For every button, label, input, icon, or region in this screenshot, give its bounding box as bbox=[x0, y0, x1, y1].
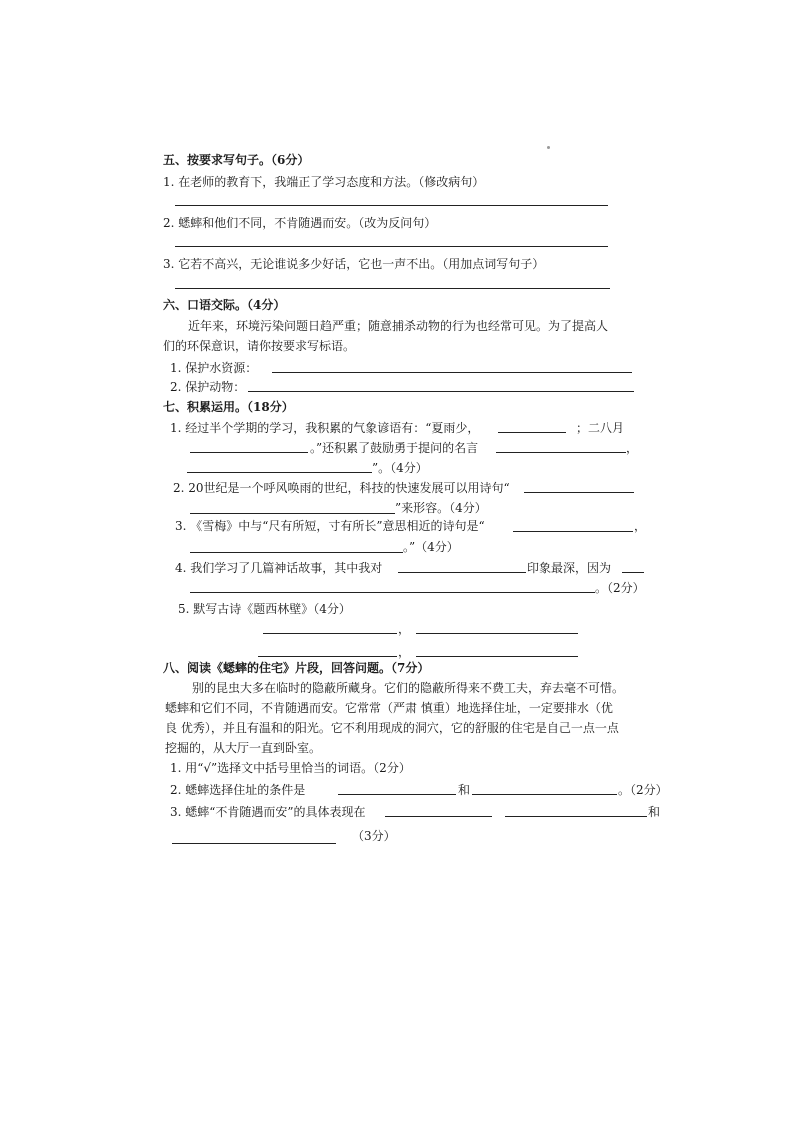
s8-q2-blank-1[interactable] bbox=[338, 794, 456, 795]
s6-item-water: 1. 保护水资源： bbox=[170, 361, 258, 375]
scan-speck bbox=[547, 146, 550, 149]
s7-q4-text-c: 。（2分） bbox=[595, 581, 645, 595]
section-8-heading: 八、阅读《蟋蟀的住宅》片段，回答问题。（7分） bbox=[163, 661, 430, 675]
s7-q4-blank-2[interactable] bbox=[622, 572, 644, 573]
s6-intro-line-2: 们的环保意识，请你按要求写标语。 bbox=[163, 339, 356, 353]
s5-question-1: 1. 在老师的教育下，我端正了学习态度和方法。（修改病句） bbox=[163, 175, 485, 189]
s7-poem-comma-2: ， bbox=[398, 645, 411, 659]
section-7-heading: 七、积累运用。（18分） bbox=[163, 400, 294, 414]
s7-q2-text-b: ”来形容。（4分） bbox=[395, 501, 487, 515]
s7-q1-text-a: 1. 经过半个学期的学习，我积累的气象谚语有：“夏雨少， bbox=[170, 421, 480, 435]
section-5-heading: 五、按要求写句子。（6分） bbox=[163, 153, 310, 167]
s7-q2-blank-1[interactable] bbox=[524, 492, 634, 493]
s8-q3-text-c: （3分） bbox=[352, 829, 396, 843]
s7-q4-blank-3[interactable] bbox=[190, 592, 595, 593]
s7-q1-blank-2[interactable] bbox=[190, 452, 308, 453]
s8-q3-text-b: 和 bbox=[648, 805, 661, 819]
s7-q3-text-b: ， bbox=[634, 519, 647, 533]
s6-water-slogan-line[interactable] bbox=[272, 372, 632, 373]
s6-animals-slogan-line[interactable] bbox=[248, 391, 634, 392]
s7-poem-line-1[interactable] bbox=[263, 633, 397, 634]
s8-q3-blank-1[interactable] bbox=[385, 816, 492, 817]
s5-q2-answer-line[interactable] bbox=[175, 246, 608, 247]
s7-q1-blank-3[interactable] bbox=[496, 452, 626, 453]
s7-q5-text: 5. 默写古诗《题西林壁》（4分） bbox=[178, 602, 351, 616]
s8-question-1: 1. 用“√”选择文中括号里恰当的词语。（2分） bbox=[170, 761, 411, 775]
s5-question-3: 3. 它若不高兴，无论谁说多少好话，它也一声不出。（用加点词写句子） bbox=[163, 257, 545, 271]
s7-q1-text-b: ；二八月 bbox=[576, 421, 625, 435]
s7-q1-blank-4[interactable] bbox=[187, 472, 372, 473]
s8-q3-blank-2[interactable] bbox=[505, 816, 647, 817]
section-6-heading: 六、口语交际。（4分） bbox=[163, 298, 286, 312]
s7-q1-text-c: 。”还积累了鼓励勇于提问的名言 bbox=[310, 441, 479, 455]
s5-q1-answer-line[interactable] bbox=[175, 205, 608, 206]
s7-poem-line-2[interactable] bbox=[416, 633, 578, 634]
s8-q3-text-a: 3. 蟋蟀“不肯随遇而安”的具体表现在 bbox=[170, 805, 366, 819]
s5-q3-answer-line[interactable] bbox=[175, 288, 610, 289]
s7-q2-blank-2[interactable] bbox=[190, 513, 395, 514]
s7-q3-text-c: 。”（4分） bbox=[403, 540, 459, 554]
s7-poem-line-4[interactable] bbox=[416, 656, 578, 657]
s6-item-animals: 2. 保护动物： bbox=[170, 380, 246, 394]
s8-q2-text-c: 。（2分） bbox=[618, 783, 668, 797]
s7-poem-line-3[interactable] bbox=[258, 656, 397, 657]
s8-passage-line-2: 蟋蟀和它们不同，不肯随遇而安。它常常（严肃 慎重）地选择住址，一定要排水（优 bbox=[165, 701, 613, 715]
s8-passage-line-1: 别的昆虫大多在临时的隐蔽所藏身。它们的隐蔽所得来不费工夫，弃去毫不可惜。 bbox=[192, 681, 625, 695]
s7-poem-comma-1: ， bbox=[398, 622, 411, 636]
s8-q2-text-b: 和 bbox=[458, 783, 471, 797]
s8-passage-line-3: 良 优秀），并且有温和的阳光。它不利用现成的洞穴，它的舒服的住宅是自己一点一点 bbox=[165, 721, 619, 735]
s6-intro-line-1: 近年来，环境污染问题日趋严重；随意捕杀动物的行为也经常可见。为了提高人 bbox=[188, 319, 609, 333]
s7-q4-text-a: 4. 我们学习了几篇神话故事，其中我对 bbox=[175, 561, 383, 575]
s8-q2-blank-2[interactable] bbox=[472, 794, 617, 795]
s7-q2-text-a: 2. 20世纪是一个呼风唤雨的世纪，科技的快速发展可以用诗句“ bbox=[173, 481, 510, 495]
s7-q3-text-a: 3. 《雪梅》中与“尺有所短，寸有所长”意思相近的诗句是“ bbox=[175, 519, 485, 533]
s7-q3-blank-1[interactable] bbox=[513, 531, 633, 532]
s7-q4-text-b: 印象最深，因为 bbox=[527, 561, 612, 575]
s8-q2-text-a: 2. 蟋蟀选择住址的条件是 bbox=[170, 783, 306, 797]
s8-passage-line-4: 挖掘的，从大厅一直到卧室。 bbox=[165, 741, 322, 755]
s7-q3-blank-2[interactable] bbox=[190, 552, 403, 553]
s7-q4-blank-1[interactable] bbox=[398, 572, 526, 573]
s8-q3-blank-3[interactable] bbox=[172, 843, 336, 844]
s7-q1-text-e: ”。（4分） bbox=[372, 461, 428, 475]
s5-question-2: 2. 蟋蟀和他们不同，不肯随遇而安。（改为反问句） bbox=[163, 216, 437, 230]
s7-q1-text-d: ， bbox=[626, 441, 639, 455]
s7-q1-blank-1[interactable] bbox=[498, 432, 566, 433]
